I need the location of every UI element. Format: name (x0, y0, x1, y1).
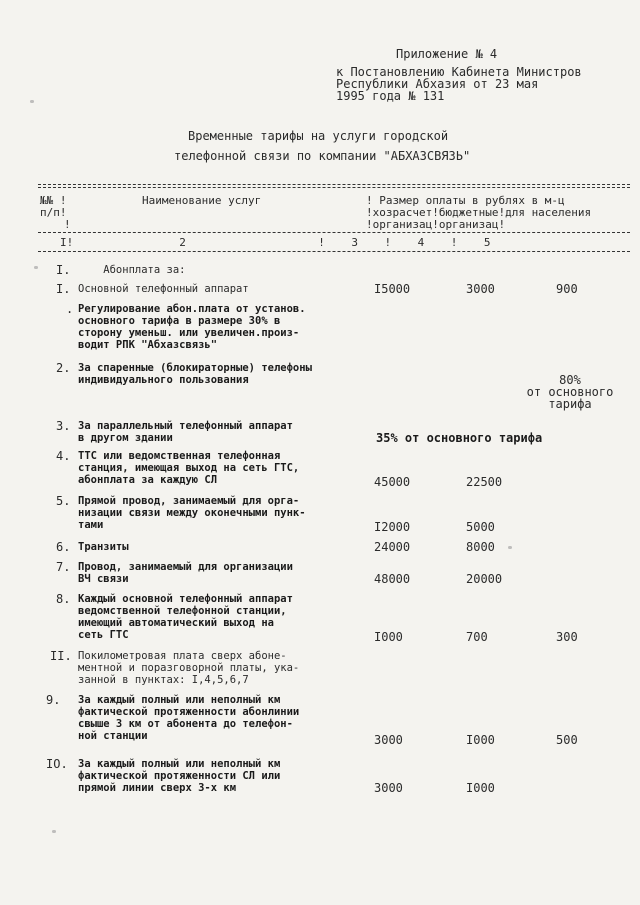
budget-org-rate: 5000 (466, 520, 495, 534)
appendix-line-4: 1995 года № 131 (336, 89, 445, 103)
service-description: Основной телефонный аппарат (78, 283, 249, 295)
selfsupporting-org-rate: 45000 (374, 475, 411, 489)
row-number: . (66, 302, 74, 316)
header-rule-top (38, 184, 630, 185)
header-no-line-2: п/п! (40, 206, 67, 219)
row-number: I. (56, 263, 71, 277)
row-number: IO. (46, 757, 68, 771)
service-description: ТТС или ведомственная телефонная станция, имеющая выход на сеть ГТС, абонплата за каждую СЛ (78, 450, 300, 486)
service-description: Прямой провод, занимаемый для орга- низации связи между оконечными пунк- тами (78, 495, 306, 531)
selfsupporting-org-rate: 3000 (374, 781, 403, 795)
rate-note: 35% от основного тарифа (376, 431, 543, 445)
header-column-numbers: I! 2 ! 3 ! 4 ! 5 (60, 236, 491, 249)
population-rate: 900 (556, 282, 578, 296)
header-rule-bottom (38, 251, 630, 252)
header-sub-line-1: !хозрасчет!бюджетные!для населения (366, 206, 592, 219)
appendix-line-3: Республики Абхазия от 23 мая (336, 77, 539, 91)
budget-org-rate: 700 (466, 630, 488, 644)
service-description: Провод, занимаемый для организации ВЧ связи (78, 561, 293, 585)
header-size: ! Размер оплаты в рублях в м-ц (366, 194, 565, 207)
header-rule-top-2 (38, 187, 630, 188)
service-description: За спаренные (блокираторные) телефоны индивидуального пользования (78, 362, 312, 386)
row-number: I. (56, 282, 71, 296)
service-description: Транзиты (78, 541, 129, 553)
budget-org-rate: 22500 (466, 475, 503, 489)
appendix-line-1: Приложение № 4 (396, 47, 498, 61)
service-description: Регулирование абон.плата от установ. основного тарифа в размере 30% в сторону уменьш. или увеличен.произ- водит РПК "Абхазсвязь" (78, 303, 306, 351)
header-sub-line-2: !организац!организац! (366, 218, 506, 231)
scan-speck (508, 546, 512, 549)
row-number: 3. (56, 419, 71, 433)
scan-speck (30, 100, 34, 103)
header-no-line-1: №№ ! (40, 194, 67, 207)
row-number: 8. (56, 592, 71, 606)
service-description: За каждый полный или неполный км фактической протяженности абонлинии свыше 3 км от абонента до телефон- ной станции (78, 694, 300, 742)
scan-speck (34, 266, 38, 269)
header-no-line-3: ! (64, 218, 71, 231)
row-number: 2. (56, 361, 71, 375)
selfsupporting-org-rate: I5000 (374, 282, 411, 296)
selfsupporting-org-rate: I000 (374, 630, 403, 644)
appendix-line-2: к Постановлению Кабинета Министров (336, 65, 582, 79)
budget-org-rate: 8000 (466, 540, 495, 554)
selfsupporting-org-rate: 3000 (374, 733, 403, 747)
header-rule-mid (38, 232, 630, 233)
service-description: За каждый полный или неполный км фактической протяженности СЛ или прямой линии сверх 3-х км (78, 758, 281, 794)
service-description: Покилометровая плата сверх абоне- ментной и поразговорной платы, ука- занной в пунктах: I,4,5,6,7 (78, 650, 300, 686)
row-number: II. (50, 649, 72, 663)
budget-org-rate: 3000 (466, 282, 495, 296)
row-number: 5. (56, 494, 71, 508)
title-line-1: Временные тарифы на услуги городской (188, 129, 449, 143)
budget-org-rate: I000 (466, 733, 495, 747)
population-rate: 80% от основного тарифа (526, 373, 614, 411)
row-number: 9. (46, 693, 61, 707)
service-description: За параллельный телефонный аппарат в другом здании (78, 420, 293, 444)
row-number: 4. (56, 449, 71, 463)
population-rate: 500 (556, 733, 578, 747)
row-number: 7. (56, 560, 71, 574)
header-name: Наименование услуг (142, 194, 262, 207)
selfsupporting-org-rate: 24000 (374, 540, 411, 554)
row-number: 6. (56, 540, 71, 554)
selfsupporting-org-rate: 48000 (374, 572, 411, 586)
budget-org-rate: 20000 (466, 572, 503, 586)
population-rate: 300 (556, 630, 578, 644)
service-description: Каждый основной телефонный аппарат ведомственной телефонной станции, имеющий автоматический выход на сеть ГТС (78, 593, 293, 641)
scan-speck (52, 830, 56, 833)
budget-org-rate: I000 (466, 781, 495, 795)
service-description: Абонплата за: (78, 264, 186, 276)
selfsupporting-org-rate: I2000 (374, 520, 411, 534)
title-line-2: телефонной связи по компании "АБХАЗСВЯЗЬ" (174, 149, 471, 163)
